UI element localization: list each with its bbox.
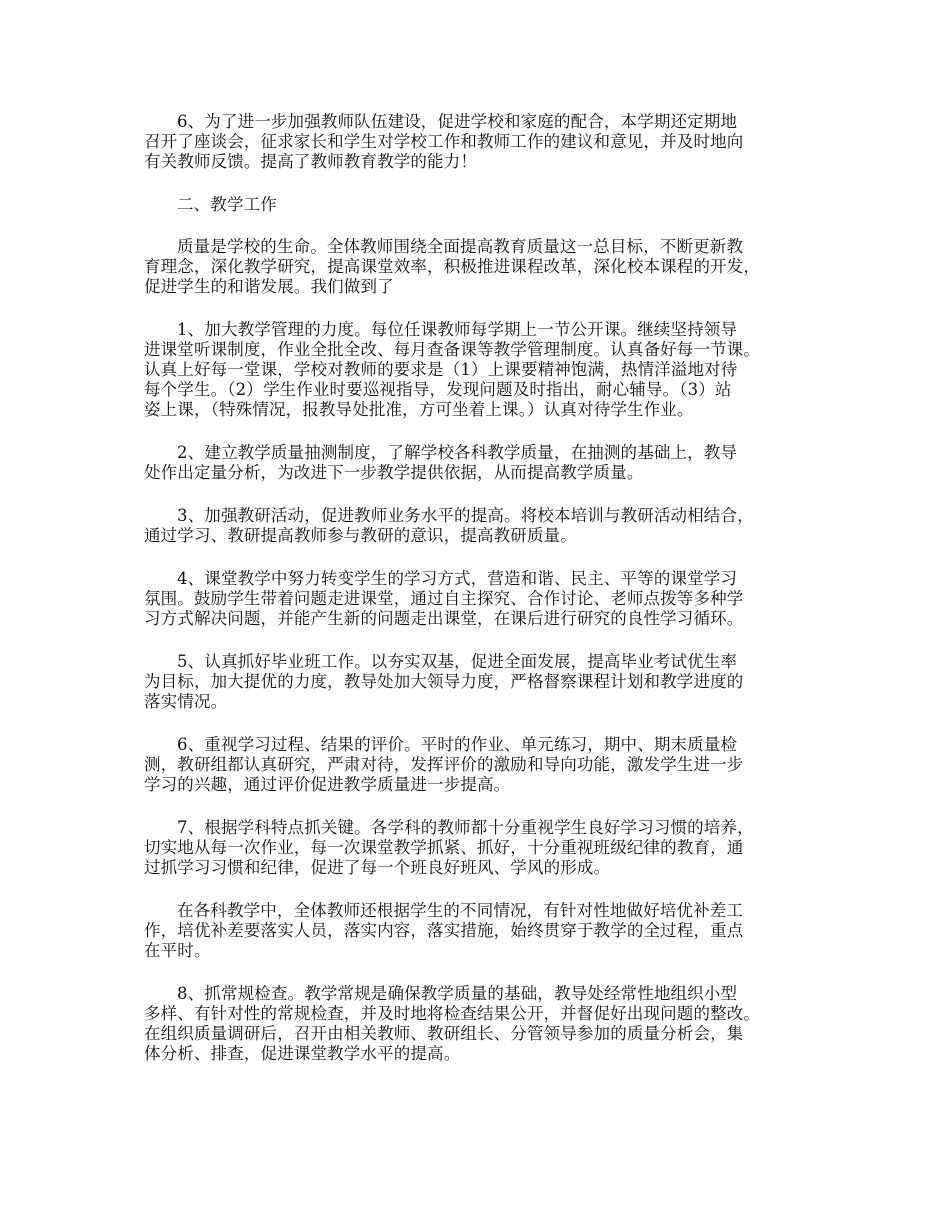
text-line: 姿上课，（特殊情况，报教导处批准，方可坐着上课。）认真对待学生作业。 [144, 400, 694, 419]
text-line: 3、加强教研活动，促进教师业务水平的提高。将校本培训与教研活动相结合， [177, 506, 754, 525]
text-line: 促进学生的和谐发展。我们做到了 [144, 277, 394, 296]
text-line: 有关教师反馈。提高了教师教育教学的能力！ [144, 152, 477, 171]
paragraph [144, 818, 820, 878]
text-line: 6、重视学习过程、结果的评价。平时的作业、单元练习，期中、期末质量检 [177, 735, 738, 754]
text-line: 2、建立教学质量抽测制度，了解学校各科教学质量，在抽测的基础上，教导 [177, 443, 738, 462]
text-line: 体分析、排查，促进课堂教学水平的提高。 [144, 1044, 461, 1063]
text-line: 氛围。鼓励学生带着问题走进课堂，通过自主探究、合作讨论、老师点拨等多种学 [144, 589, 744, 608]
text-line: 4、课堂教学中努力转变学生的学习方式，营造和谐、民主、平等的课堂学习 [177, 569, 738, 588]
paragraph [144, 506, 820, 546]
text-line: 多样、有针对性的常规检查，并及时地将检查结果公开，并督促好出现问题的整改。 [144, 1004, 761, 1023]
text-line: 二、教学工作 [177, 195, 277, 214]
document-body [144, 112, 820, 1087]
text-line: 1、加大教学管理的力度。每位任课教师每学期上一节公开课。继续坚持领导 [177, 320, 738, 339]
text-line: 为目标，加大提优的力度，教导处加大领导力度，严格督察课程计划和教学进度的 [144, 672, 744, 691]
text-line: 育理念，深化教学研究，提高课堂效率，积极推进课程改革，深化校本课程的开发， [144, 257, 761, 276]
text-line: 习方式解决问题，并能产生新的问题走出课堂，在课后进行研究的良性学习循环。 [144, 609, 744, 628]
paragraph [144, 652, 820, 712]
text-line: 通过学习、教研提高教师参与教研的意识，提高教研质量。 [144, 526, 577, 545]
text-line: 6、为了进一步加强教师队伍建设，促进学校和家庭的配合，本学期还定期地 [177, 112, 738, 131]
paragraph [144, 901, 820, 961]
text-line: 进课堂听课制度，作业全批全改、每月查备课等教学管理制度。认真备好每一节课。 [144, 340, 761, 359]
text-line: 质量是学校的生命。全体教师围绕全面提高教育质量这一总目标，不断更新教 [177, 237, 744, 256]
text-line: 过抓学习习惯和纪律，促进了每一个班良好班风、学风的形成。 [144, 858, 611, 877]
text-line: 处作出定量分析，为改进下一步教学提供依据，从而提高教学质量。 [144, 463, 644, 482]
paragraph [144, 735, 820, 795]
text-line: 落实情况。 [144, 692, 228, 711]
text-line: 8、抓常规检查。教学常规是确保教学质量的基础，教导处经常性地组织小型 [177, 984, 738, 1003]
section-heading [144, 195, 820, 215]
text-line: 在平时。 [144, 941, 211, 960]
text-line: 在组织质量调研后，召开由相关教师、教研组长、分管领导参加的质量分析会，集 [144, 1024, 744, 1043]
text-line: 召开了座谈会，征求家长和学生对学校工作和教师工作的建议和意见，并及时地向 [144, 132, 744, 151]
text-line: 每个学生。（2）学生作业时要巡视指导，发现问题及时指出，耐心辅导。（3）站 [144, 380, 732, 399]
text-line: 认真上好每一堂课，学校对教师的要求是（1）上课要精神饱满，热情洋溢地对待 [144, 360, 738, 379]
text-line: 7、根据学科特点抓关键。各学科的教师都十分重视学生良好学习习惯的培养， [177, 818, 754, 837]
paragraph [144, 569, 820, 629]
text-line: 作，培优补差要落实人员，落实内容，落实措施，始终贯穿于教学的全过程，重点 [144, 921, 744, 940]
paragraph [144, 237, 820, 297]
paragraph [144, 984, 820, 1064]
text-line: 测，教研组都认真研究，严肃对待，发挥评价的激励和导向功能，激发学生进一步 [144, 755, 744, 774]
paragraph [144, 112, 820, 172]
text-line: 学习的兴趣，通过评价促进教学质量进一步提高。 [144, 775, 511, 794]
text-line: 5、认真抓好毕业班工作。以夯实双基，促进全面发展，提高毕业考试优生率 [177, 652, 738, 671]
text-line: 在各科教学中，全体教师还根据学生的不同情况，有针对性地做好培优补差工 [177, 901, 744, 920]
text-line: 切实地从每一次作业，每一次课堂教学抓紧、抓好，十分重视班级纪律的教育，通 [144, 838, 744, 857]
paragraph [144, 443, 820, 483]
paragraph [144, 320, 820, 420]
